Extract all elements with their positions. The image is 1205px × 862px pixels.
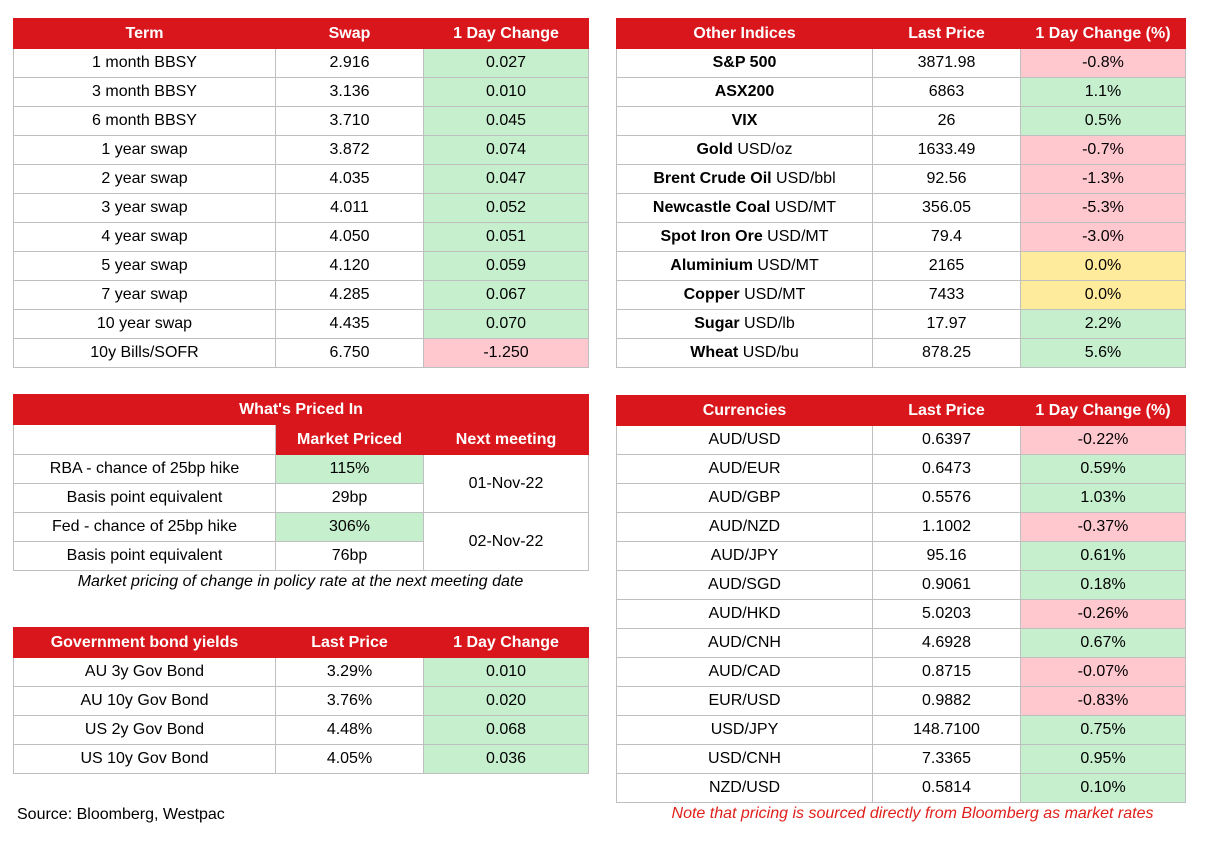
change-cell: 0.067 xyxy=(424,281,589,310)
last-price-cell: 4.6928 xyxy=(873,629,1021,658)
change-pct-cell: 5.6% xyxy=(1021,339,1186,368)
column-header-change-pct: 1 Day Change (%) xyxy=(1021,396,1186,426)
change-cell: 0.059 xyxy=(424,252,589,281)
index-name: S&P 500 xyxy=(712,54,777,71)
index-unit: USD/lb xyxy=(744,315,795,332)
row-label: Basis point equivalent xyxy=(14,484,276,513)
change-cell: 0.020 xyxy=(424,687,589,716)
change-pct-cell: 0.0% xyxy=(1021,281,1186,310)
swap-rate-cell: 4.120 xyxy=(276,252,424,281)
last-price-cell: 5.0203 xyxy=(873,600,1021,629)
table-header-row xyxy=(14,628,589,658)
index-name: ASX200 xyxy=(714,83,775,100)
column-header-last-price: Last Price xyxy=(873,396,1021,426)
change-pct-cell: -0.8% xyxy=(1021,49,1186,78)
last-price-cell: 92.56 xyxy=(873,165,1021,194)
currency-pair-cell: AUD/HKD xyxy=(617,600,873,629)
index-name: Spot Iron Ore xyxy=(660,228,763,245)
index-name-cell xyxy=(617,194,873,223)
next-meeting-date: 02-Nov-22 xyxy=(424,513,589,571)
table-row xyxy=(14,136,589,165)
table-row xyxy=(617,745,1186,774)
change-pct-cell: -0.07% xyxy=(1021,658,1186,687)
currency-pair-cell: AUD/EUR xyxy=(617,455,873,484)
column-header-last-price: Last Price xyxy=(873,19,1021,49)
table-row xyxy=(14,107,589,136)
table-row xyxy=(617,455,1186,484)
last-price-cell: 95.16 xyxy=(873,542,1021,571)
change-cell: 0.036 xyxy=(424,745,589,774)
term-cell: 10y Bills/SOFR xyxy=(14,339,276,368)
index-name: Newcastle Coal xyxy=(652,199,771,216)
column-header-index: Other Indices xyxy=(617,19,873,49)
currency-pair-cell: AUD/JPY xyxy=(617,542,873,571)
last-price-cell: 79.4 xyxy=(873,223,1021,252)
bond-name-cell: AU 3y Gov Bond xyxy=(14,658,276,687)
index-name-cell xyxy=(617,339,873,368)
currency-pair-cell: AUD/CNH xyxy=(617,629,873,658)
table-header-row xyxy=(617,396,1186,426)
change-pct-cell: 1.03% xyxy=(1021,484,1186,513)
row-label: RBA - chance of 25bp hike xyxy=(14,455,276,484)
table-row xyxy=(617,252,1186,281)
index-unit: USD/bu xyxy=(742,344,799,361)
last-price-cell: 878.25 xyxy=(873,339,1021,368)
change-pct-cell: -0.26% xyxy=(1021,600,1186,629)
market-priced-value: 306% xyxy=(276,513,424,542)
table-row xyxy=(14,745,589,774)
table-row xyxy=(617,716,1186,745)
last-price-cell: 26 xyxy=(873,107,1021,136)
last-price-cell: 0.5814 xyxy=(873,774,1021,803)
column-header-term: Term xyxy=(14,19,276,49)
row-label: Fed - chance of 25bp hike xyxy=(14,513,276,542)
table-row xyxy=(14,455,589,484)
change-pct-cell: -1.3% xyxy=(1021,165,1186,194)
change-cell: 0.045 xyxy=(424,107,589,136)
term-cell: 7 year swap xyxy=(14,281,276,310)
change-pct-cell: -5.3% xyxy=(1021,194,1186,223)
table-row xyxy=(14,78,589,107)
index-name: Wheat xyxy=(690,344,739,361)
currency-pair-cell: USD/JPY xyxy=(617,716,873,745)
last-price-cell: 17.97 xyxy=(873,310,1021,339)
change-pct-cell: 0.10% xyxy=(1021,774,1186,803)
market-priced-value: 76bp xyxy=(276,542,424,571)
change-pct-cell: 0.5% xyxy=(1021,107,1186,136)
index-name-cell xyxy=(617,223,873,252)
table-header-row xyxy=(617,19,1186,49)
table-row xyxy=(617,223,1186,252)
index-unit: USD/MT xyxy=(744,286,806,303)
table-row xyxy=(617,484,1186,513)
change-cell: 0.068 xyxy=(424,716,589,745)
change-cell: 0.051 xyxy=(424,223,589,252)
table-header-row xyxy=(14,19,589,49)
bond-name-cell: AU 10y Gov Bond xyxy=(14,687,276,716)
change-cell: 0.010 xyxy=(424,658,589,687)
currency-pair-cell: EUR/USD xyxy=(617,687,873,716)
currency-pair-cell: AUD/CAD xyxy=(617,658,873,687)
last-price-cell: 3.29% xyxy=(276,658,424,687)
table-row xyxy=(617,687,1186,716)
change-cell: 0.047 xyxy=(424,165,589,194)
table-row xyxy=(14,658,589,687)
last-price-cell: 1.1002 xyxy=(873,513,1021,542)
swap-rate-cell: 4.050 xyxy=(276,223,424,252)
column-header-market-priced: Market Priced xyxy=(276,425,424,455)
change-pct-cell: 0.61% xyxy=(1021,542,1186,571)
market-priced-value: 115% xyxy=(276,455,424,484)
change-cell: 0.027 xyxy=(424,49,589,78)
index-name-cell xyxy=(617,310,873,339)
last-price-cell: 4.48% xyxy=(276,716,424,745)
table-row xyxy=(617,571,1186,600)
last-price-cell: 4.05% xyxy=(276,745,424,774)
table-row xyxy=(14,194,589,223)
source-note: Source: Bloomberg, Westpac xyxy=(17,806,225,823)
table-row xyxy=(617,629,1186,658)
swap-rate-cell: 3.710 xyxy=(276,107,424,136)
term-cell: 3 year swap xyxy=(14,194,276,223)
last-price-cell: 0.8715 xyxy=(873,658,1021,687)
last-price-cell: 7.3365 xyxy=(873,745,1021,774)
table-row xyxy=(617,774,1186,803)
change-pct-cell: 0.95% xyxy=(1021,745,1186,774)
last-price-cell: 148.7100 xyxy=(873,716,1021,745)
index-name: Gold xyxy=(696,141,733,158)
last-price-cell: 0.5576 xyxy=(873,484,1021,513)
index-name-cell xyxy=(617,252,873,281)
index-unit: USD/MT xyxy=(767,228,829,245)
priced-in-title: What's Priced In xyxy=(14,395,589,425)
change-pct-cell: -0.37% xyxy=(1021,513,1186,542)
term-cell: 3 month BBSY xyxy=(14,78,276,107)
whats-priced-in-table xyxy=(13,394,589,571)
swap-rate-cell: 4.011 xyxy=(276,194,424,223)
table-header-row xyxy=(14,425,589,455)
index-name: Aluminium xyxy=(670,257,753,274)
swap-rate-cell: 2.916 xyxy=(276,49,424,78)
change-pct-cell: 1.1% xyxy=(1021,78,1186,107)
table-row xyxy=(617,165,1186,194)
index-name-cell xyxy=(617,165,873,194)
table-row xyxy=(617,107,1186,136)
last-price-cell: 0.6473 xyxy=(873,455,1021,484)
swap-rate-cell: 3.136 xyxy=(276,78,424,107)
currency-pair-cell: AUD/USD xyxy=(617,426,873,455)
index-name-cell xyxy=(617,281,873,310)
change-cell: -1.250 xyxy=(424,339,589,368)
term-cell: 2 year swap xyxy=(14,165,276,194)
column-header-next-meeting: Next meeting xyxy=(424,425,589,455)
change-pct-cell: 0.75% xyxy=(1021,716,1186,745)
index-name: Copper xyxy=(683,286,740,303)
index-unit: USD/MT xyxy=(774,199,837,216)
change-pct-cell: 0.59% xyxy=(1021,455,1186,484)
index-name: Brent Crude Oil xyxy=(653,170,772,187)
other-indices-table xyxy=(616,18,1186,368)
table-row xyxy=(617,281,1186,310)
index-unit: USD/bbl xyxy=(776,170,836,187)
column-header-change-pct: 1 Day Change (%) xyxy=(1021,19,1186,49)
term-cell: 1 month BBSY xyxy=(14,49,276,78)
change-cell: 0.052 xyxy=(424,194,589,223)
table-row xyxy=(14,49,589,78)
currency-pair-cell: AUD/SGD xyxy=(617,571,873,600)
table-row xyxy=(617,194,1186,223)
last-price-cell: 6863 xyxy=(873,78,1021,107)
priced-in-note: Market pricing of change in policy rate at the next meeting date xyxy=(77,573,524,590)
last-price-cell: 0.9061 xyxy=(873,571,1021,600)
change-cell: 0.070 xyxy=(424,310,589,339)
currency-pair-cell: USD/CNH xyxy=(617,745,873,774)
bond-name-cell: US 2y Gov Bond xyxy=(14,716,276,745)
term-cell: 10 year swap xyxy=(14,310,276,339)
column-header-currency: Currencies xyxy=(617,396,873,426)
table-row xyxy=(14,252,589,281)
change-pct-cell: -0.22% xyxy=(1021,426,1186,455)
change-pct-cell: 0.18% xyxy=(1021,571,1186,600)
table-row xyxy=(14,310,589,339)
change-pct-cell: 0.0% xyxy=(1021,252,1186,281)
table-row xyxy=(14,716,589,745)
market-priced-value: 29bp xyxy=(276,484,424,513)
index-name-cell xyxy=(617,49,873,78)
last-price-cell: 7433 xyxy=(873,281,1021,310)
table-row xyxy=(617,49,1186,78)
index-name-cell xyxy=(617,78,873,107)
column-header-change: 1 Day Change xyxy=(424,19,589,49)
table-row xyxy=(617,78,1186,107)
column-header-last-price: Last Price xyxy=(276,628,424,658)
last-price-cell: 1633.49 xyxy=(873,136,1021,165)
next-meeting-date: 01-Nov-22 xyxy=(424,455,589,513)
last-price-cell: 3871.98 xyxy=(873,49,1021,78)
index-name-cell xyxy=(617,136,873,165)
change-pct-cell: 2.2% xyxy=(1021,310,1186,339)
table-row xyxy=(14,687,589,716)
last-price-cell: 3.76% xyxy=(276,687,424,716)
table-row xyxy=(14,223,589,252)
table-row xyxy=(617,136,1186,165)
currencies-table xyxy=(616,395,1186,803)
table-row xyxy=(14,165,589,194)
change-cell: 0.074 xyxy=(424,136,589,165)
change-pct-cell: -0.83% xyxy=(1021,687,1186,716)
term-cell: 5 year swap xyxy=(14,252,276,281)
government-bond-yields-table xyxy=(13,627,589,774)
currency-pair-cell: NZD/USD xyxy=(617,774,873,803)
term-cell: 4 year swap xyxy=(14,223,276,252)
table-row xyxy=(14,281,589,310)
table-row xyxy=(617,513,1186,542)
table-row xyxy=(617,339,1186,368)
swap-rate-cell: 3.872 xyxy=(276,136,424,165)
last-price-cell: 2165 xyxy=(873,252,1021,281)
column-header-change: 1 Day Change xyxy=(424,628,589,658)
last-price-cell: 356.05 xyxy=(873,194,1021,223)
table-row xyxy=(14,513,589,542)
column-header-bond: Government bond yields xyxy=(14,628,276,658)
table-row xyxy=(617,542,1186,571)
change-cell: 0.010 xyxy=(424,78,589,107)
currency-pair-cell: AUD/NZD xyxy=(617,513,873,542)
table-row xyxy=(617,600,1186,629)
index-unit: USD/MT xyxy=(757,257,819,274)
swap-rate-cell: 4.035 xyxy=(276,165,424,194)
swap-rate-cell: 4.435 xyxy=(276,310,424,339)
table-row xyxy=(617,310,1186,339)
index-name-cell xyxy=(617,107,873,136)
column-header-swap: Swap xyxy=(276,19,424,49)
currency-pair-cell: AUD/GBP xyxy=(617,484,873,513)
table-row xyxy=(617,658,1186,687)
index-name: VIX xyxy=(731,112,758,129)
index-unit: USD/oz xyxy=(737,141,793,158)
swap-rate-cell: 6.750 xyxy=(276,339,424,368)
row-label: Basis point equivalent xyxy=(14,542,276,571)
term-cell: 1 year swap xyxy=(14,136,276,165)
table-row xyxy=(617,426,1186,455)
change-pct-cell: 0.67% xyxy=(1021,629,1186,658)
term-cell: 6 month BBSY xyxy=(14,107,276,136)
last-price-cell: 0.9882 xyxy=(873,687,1021,716)
pricing-note: Note that pricing is sourced directly from Bloomberg as market rates xyxy=(671,805,1154,822)
table-title-row xyxy=(14,395,589,425)
bond-name-cell: US 10y Gov Bond xyxy=(14,745,276,774)
swap-rate-cell: 4.285 xyxy=(276,281,424,310)
last-price-cell: 0.6397 xyxy=(873,426,1021,455)
change-pct-cell: -3.0% xyxy=(1021,223,1186,252)
swap-rates-table xyxy=(13,18,589,368)
change-pct-cell: -0.7% xyxy=(1021,136,1186,165)
index-name: Sugar xyxy=(694,315,740,332)
blank-header-cell xyxy=(14,425,276,455)
table-row xyxy=(14,339,589,368)
